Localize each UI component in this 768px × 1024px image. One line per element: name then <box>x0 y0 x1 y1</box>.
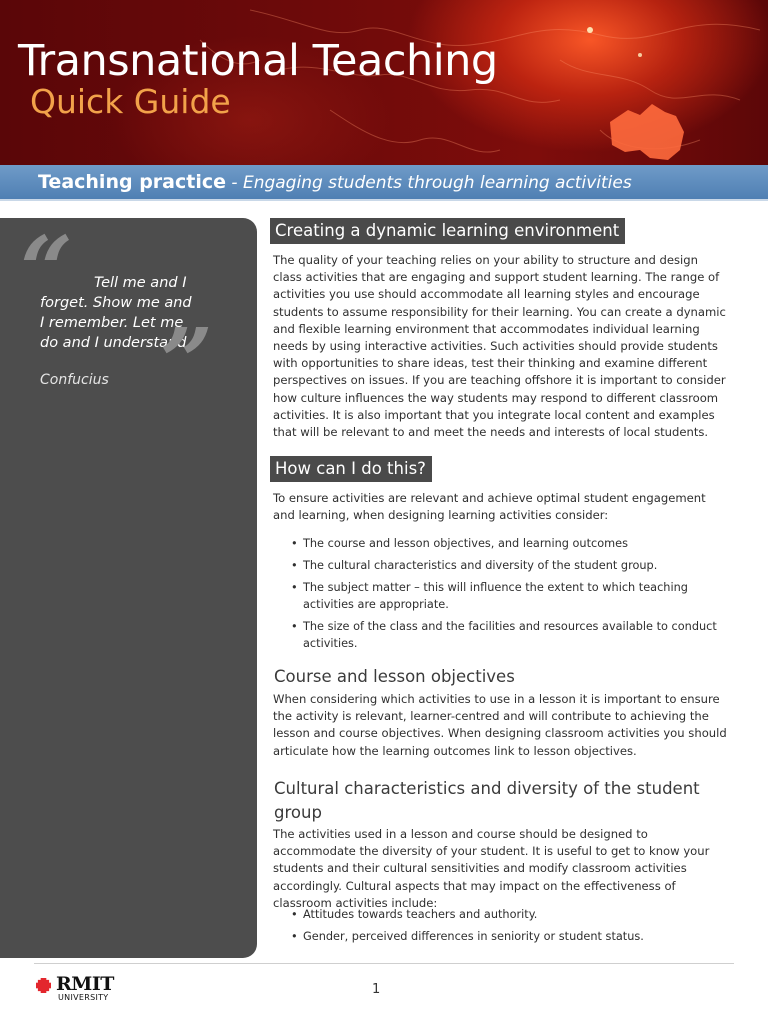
document-title: Transnational Teaching <box>18 36 498 86</box>
page-number: 1 <box>372 982 381 997</box>
section-label: Teaching practice <box>38 171 226 193</box>
bullet-marker: • <box>291 581 298 594</box>
list-item: • The subject matter – this will influence the extent to which teaching activities are appropriate. <box>291 581 688 611</box>
logo-university: UNIVERSITY <box>58 993 109 1002</box>
topic-separator: - <box>226 173 243 193</box>
quote-text: Tell me and I forget. Show me and I remember. Let me do and I understand <box>40 275 192 351</box>
footer-divider <box>34 963 734 964</box>
list-cultural-aspects <box>273 906 729 950</box>
list-item: • The course and lesson objectives, and learning outcomes <box>291 537 628 550</box>
close-quote-mark: ” <box>160 308 213 416</box>
bullet-marker: • <box>291 559 298 572</box>
open-quote-mark: “ <box>20 216 73 324</box>
heading-cultural-characteristics: Cultural characteristics and diversity of the student group <box>274 779 700 822</box>
bullet-marker: • <box>291 930 298 943</box>
document-subtitle: Quick Guide <box>30 82 231 121</box>
heading-course-objectives: Course and lesson objectives <box>274 667 515 686</box>
paragraph-how-intro: To ensure activities are relevant and achieve optimal student engagement and learning, when designing learning activities consider: <box>273 491 706 523</box>
paragraph-creating-environment: The quality of your teaching relies on your ability to structure and design class activities that are engaging and support student learning. The range of activities you use should accommodate all learning styles and encourage students to assume responsibility for their learning. You can create a dynamic and flexible learning environment that accommodates individual learning needs by using interactive activities. Such activities should provide students with opportunities to share ideas, test their thinking and examine different perspectives on issues. If you are teaching offshore it is important to consider how culture influences the way students may respond to different classroom activities. It is also important that you integrate local content and examples that will be relevant to and meet the needs and interests of local students. <box>273 253 726 440</box>
heading-creating-environment: Creating a dynamic learning environment <box>270 218 625 244</box>
logo-name: RMIT <box>56 973 114 995</box>
paragraph-course-objectives: When considering which activities to use in a lesson it is important to ensure the activity is relevant, learner-centred and will contribute to achieving the lesson and course objectives. When designing classroom activities you should articulate how the learning outcomes link to lesson objectives. <box>273 692 727 758</box>
topic-line <box>38 171 632 194</box>
bullet-marker: • <box>291 537 298 550</box>
rmit-pixel-icon <box>36 978 51 993</box>
bullet-marker: • <box>291 620 298 633</box>
topic-strip <box>0 165 768 201</box>
header-banner <box>0 0 768 165</box>
list-considerations <box>273 535 729 657</box>
list-item: • The size of the class and the facilities and resources available to conduct activities. <box>291 620 717 650</box>
australia-shape <box>610 104 684 160</box>
list-item: • The cultural characteristics and diversity of the student group. <box>291 559 658 572</box>
paragraph-cultural-characteristics: The activities used in a lesson and course should be designed to accommodate the diversity of your student. It is useful to get to know your students and their cultural sensitivities and modify classroom activities accordingly. Cultural aspects that may impact on the effectiveness of classroom activities include: <box>273 827 710 910</box>
topic-label: Engaging students through learning activities <box>242 173 632 193</box>
list-item: • Attitudes towards teachers and authority. <box>291 908 538 921</box>
quote-author: Confucius <box>40 372 109 388</box>
bullet-marker: • <box>291 908 298 921</box>
heading-how-can-i: How can I do this? <box>270 456 432 482</box>
list-item: • Gender, perceived differences in seniority or student status. <box>291 930 644 943</box>
